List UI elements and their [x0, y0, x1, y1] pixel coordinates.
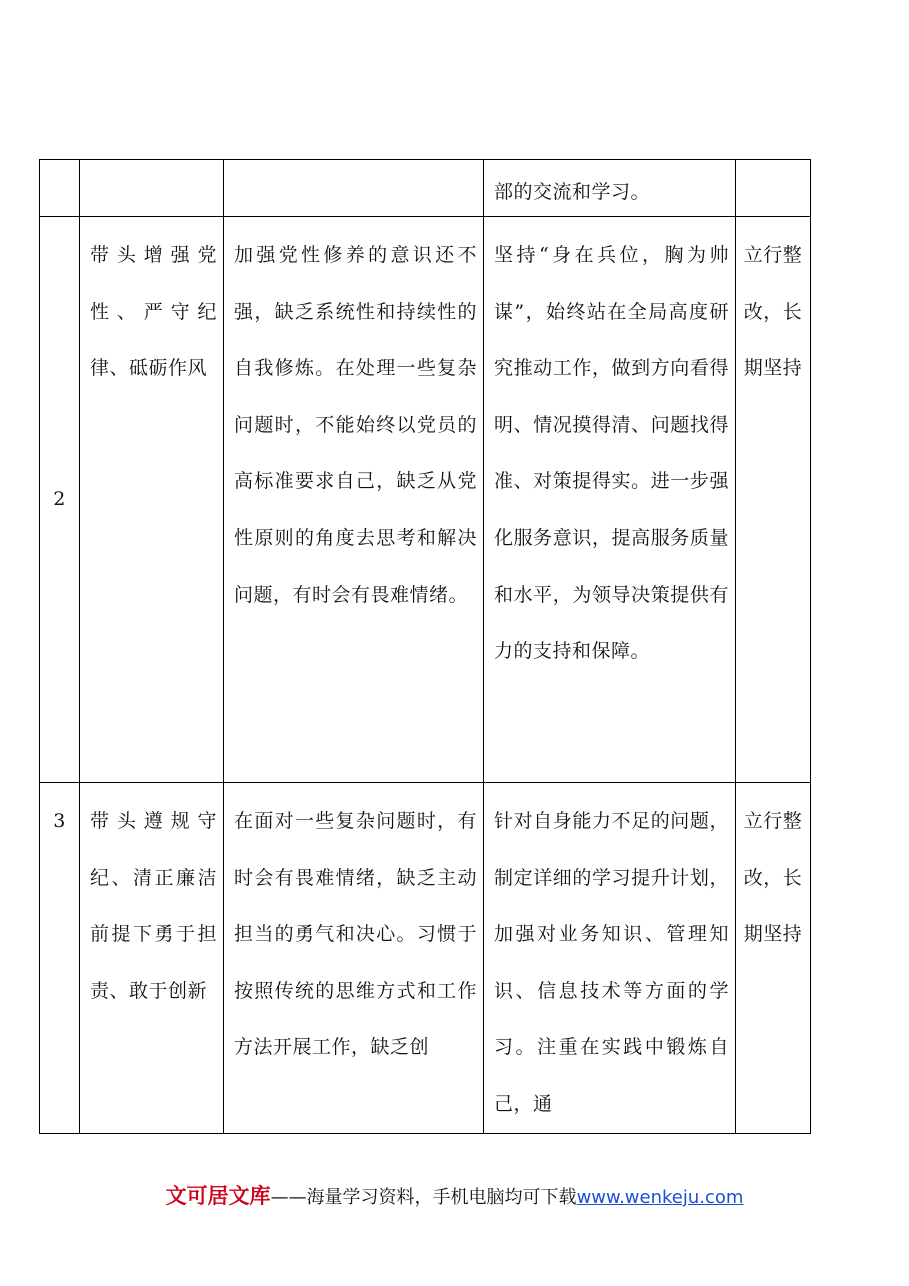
task-cell	[80, 160, 224, 217]
footer-brand: 文可居文库	[165, 1184, 271, 1208]
time-cell	[736, 783, 811, 1134]
time-cell	[736, 217, 811, 783]
measure-text: 坚持“身在兵位，胸为帅谋”，始终站在全局高度研究推动工作，做到方向看得明、情况摸得清、问题找得准、对策提得实。进一步强化服务意识，提高服务质量和水平，为领导决策提供有力的支持和保障。	[494, 244, 729, 663]
footer-banner	[0, 1180, 909, 1210]
problem-cell	[224, 217, 484, 783]
footer-slogan: ——海量学习资料，手机电脑均可下载	[270, 1187, 577, 1208]
row-number	[40, 160, 80, 217]
problem-cell	[224, 160, 484, 217]
task-cell	[80, 217, 224, 783]
table-row	[40, 783, 811, 1134]
rectification-table	[39, 159, 811, 1134]
time-text: 立行整改，长期坚持	[743, 810, 803, 946]
task-text: 带头增强党性、严守纪律、砥砺作风	[90, 244, 217, 380]
measure-cell	[484, 160, 736, 217]
measure-text: 针对自身能力不足的问题，制定详细的学习提升计划，加强对业务知识、管理知识、信息技术等方面的学习。注重在实践中锻炼自己，通	[494, 810, 729, 1115]
measure-cell	[484, 217, 736, 783]
footer-link[interactable]: www.wenkeju.com	[576, 1187, 744, 1208]
table-row	[40, 160, 811, 217]
time-text: 立行整改，长期坚持	[743, 244, 803, 380]
problem-text: 在面对一些复杂问题时，有时会有畏难情绪，缺乏主动担当的勇气和决心。习惯于按照传统的思维方式和工作方法开展工作，缺乏创	[234, 810, 477, 1059]
measure-text: 部的交流和学习。	[494, 181, 651, 203]
measure-cell	[484, 783, 736, 1134]
row-number: 2	[40, 217, 80, 783]
problem-text: 加强党性修养的意识还不强，缺乏系统性和持续性的自我修炼。在处理一些复杂问题时，不能始终以党员的高标准要求自己，缺乏从党性原则的角度去思考和解决问题，有时会有畏难情绪。	[234, 244, 477, 606]
problem-text	[224, 160, 483, 169]
task-text	[80, 160, 223, 169]
problem-cell	[224, 783, 484, 1134]
task-cell	[80, 783, 224, 1134]
row-number: 3	[40, 783, 80, 1134]
table-row	[40, 217, 811, 783]
task-text: 带头遵规守纪、清正廉洁前提下勇于担责、敢于创新	[90, 810, 217, 1002]
time-cell	[736, 160, 811, 217]
